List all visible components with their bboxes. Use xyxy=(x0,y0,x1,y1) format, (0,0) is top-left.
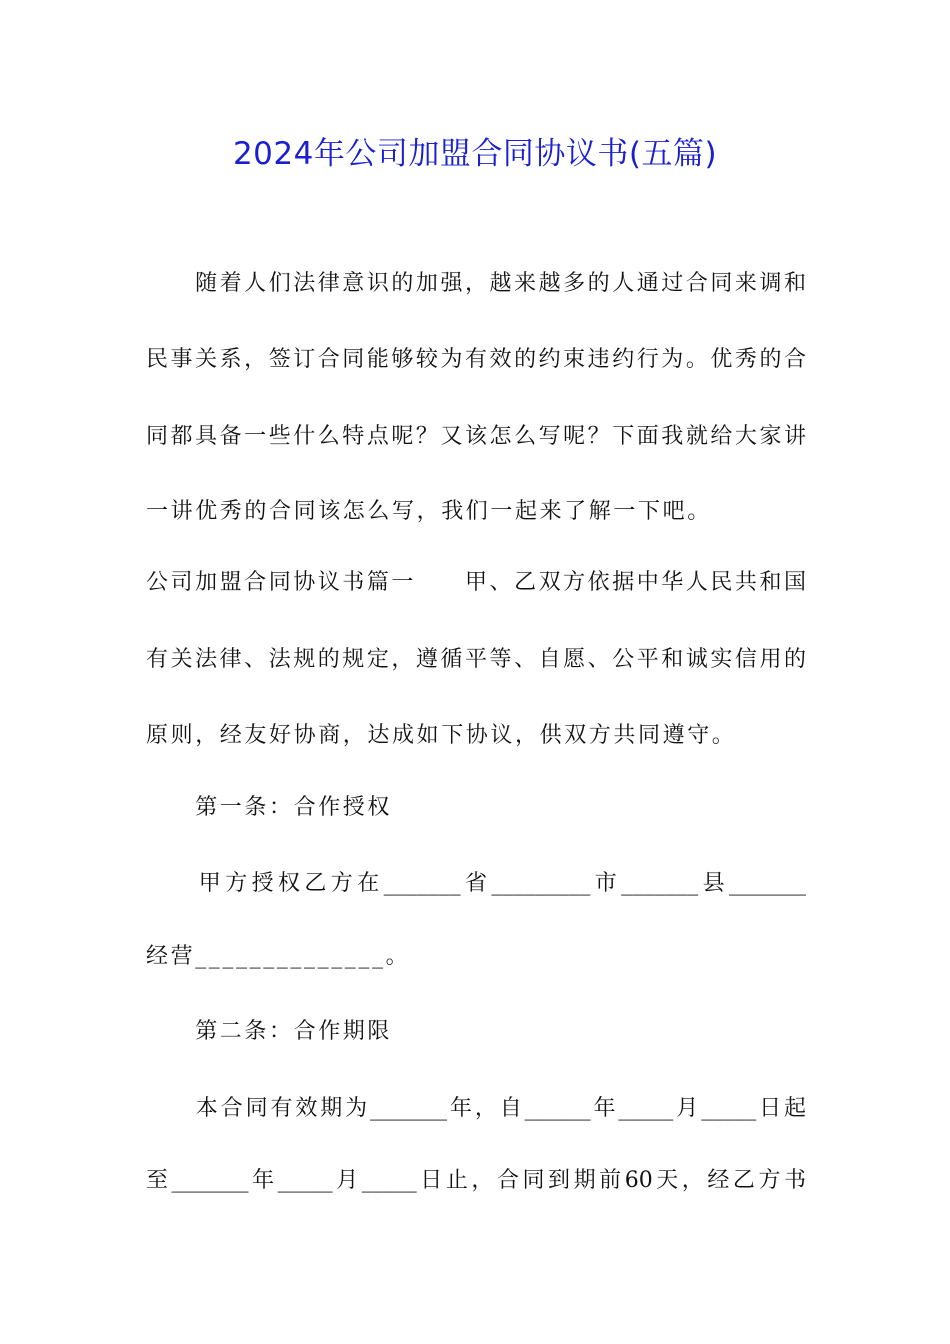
paragraph-line: 公司加盟合同协议书篇一 甲、乙双方依据中华人民共和国 xyxy=(146,570,806,595)
paragraph-line: 本合同有效期为_______年，自______年_____月_____日起 xyxy=(146,1096,806,1121)
paragraph-line: 至_______年_____月_____日止，合同到期前60天，经乙方书 xyxy=(146,1168,806,1193)
paragraph-line: 甲方授权乙方在_______省_________市_______县_______ xyxy=(146,871,806,896)
section-heading: 第一条：合作授权 xyxy=(146,795,393,820)
paragraph-line: 民事关系，签订合同能够较为有效的约束违约行为。优秀的合 xyxy=(146,347,806,372)
paragraph-line: 同都具备一些什么特点呢？又该怎么写呢？下面我就给大家讲 xyxy=(146,424,806,449)
document-title: 2024年公司加盟合同协议书(五篇) xyxy=(232,136,718,172)
paragraph-line: 一讲优秀的合同该怎么写，我们一起来了解一下吧。 xyxy=(146,499,712,524)
section-heading: 第二条：合作期限 xyxy=(146,1019,393,1044)
paragraph-line: 随着人们法律意识的加强，越来越多的人通过合同来调和 xyxy=(146,271,806,296)
paragraph-line: 原则，经友好协商，达成如下协议，供双方共同遵守。 xyxy=(146,723,737,748)
paragraph-line: 有关法律、法规的规定，遵循平等、自愿、公平和诚实信用的 xyxy=(146,647,806,672)
paragraph-line: 经营______________。 xyxy=(146,944,411,969)
